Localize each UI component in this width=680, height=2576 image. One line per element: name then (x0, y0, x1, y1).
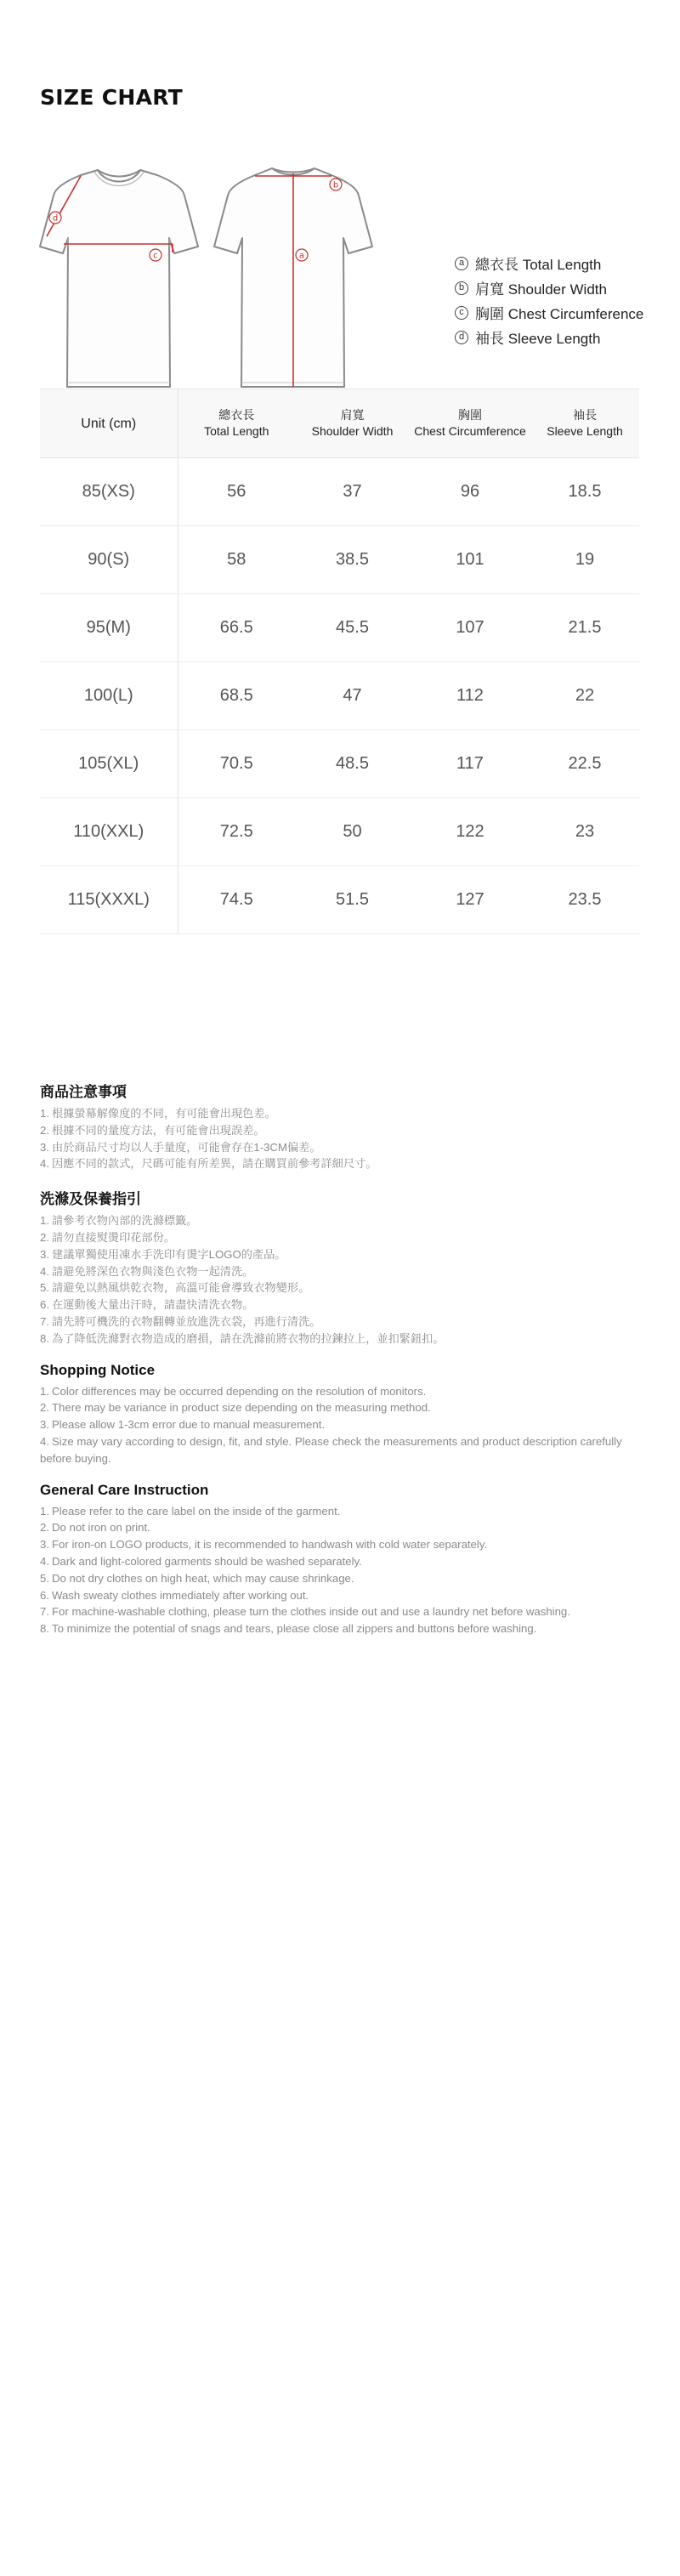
list-item: 5. Do not dry clothes on high heat, which may cause shrinkage. (40, 1571, 354, 1585)
total-length-value: 68.5 (178, 662, 295, 730)
shoulder-width-value: 48.5 (295, 730, 410, 798)
svg-text:d: d (52, 213, 59, 224)
measurement-legend (455, 251, 643, 349)
shoulder-width-value: 51.5 (295, 866, 410, 934)
total-length-value: 74.5 (178, 866, 295, 934)
chest-value: 127 (410, 866, 530, 934)
table-row (40, 866, 639, 934)
svg-text:a: a (298, 251, 305, 261)
sleeve-length-value: 21.5 (530, 594, 639, 662)
list-item: 1. 根據螢幕解像度的不同，有可能會出現色差。 (40, 1107, 276, 1120)
letter-b-icon: b (455, 281, 468, 295)
list-item: 5. 請避免以熱風烘乾衣物，高溫可能會導致衣物變形。 (40, 1281, 310, 1295)
size-label: 95(M) (40, 594, 178, 662)
column-header-shoulder-width: 肩寬 Shoulder Width (295, 389, 410, 458)
sleeve-length-value: 22 (530, 662, 639, 730)
chest-value: 101 (410, 526, 530, 594)
shopping-notice-en (40, 1362, 643, 1467)
list-item: 1. Please refer to the care label on the inside of the garment. (40, 1504, 341, 1518)
product-notice-zh (40, 1080, 643, 1172)
chest-value: 117 (410, 730, 530, 798)
list-item: 8. 為了降低洗滌對衣物造成的磨損，請在洗滌前將衣物的拉鍊拉上，並扣緊鈕扣。 (40, 1331, 445, 1345)
list-item: 3. For iron-on LOGO products, it is recommended to handwash with cold water separately. (40, 1538, 488, 1552)
shoulder-mark-icon (330, 179, 342, 190)
list-item: 2. 請勿直接熨燙印花部份。 (40, 1230, 176, 1244)
size-label: 100(L) (40, 662, 178, 730)
notice-list (40, 1383, 643, 1467)
total-length-value: 58 (178, 526, 295, 594)
legend-label: 總衣長 Total Length (475, 257, 602, 273)
notice-list (40, 1105, 643, 1172)
section-heading: General Care Instruction (40, 1481, 209, 1498)
list-item: 3. 建議單獨使用凍水手洗印有燙字LOGO的產品。 (40, 1247, 286, 1261)
list-item: 4. 請避免將深色衣物與淺色衣物一起清洗。 (40, 1264, 254, 1278)
legend-item-chest-circumference (455, 300, 643, 325)
legend-item-total-length (455, 251, 643, 275)
list-item: 1. Color differences may be occurred depending on the resolution of monitors. (40, 1384, 427, 1398)
sleeve-mark-icon (49, 212, 61, 224)
total-length-value: 70.5 (178, 730, 295, 798)
care-guide-zh (40, 1187, 643, 1347)
notes-container (40, 1080, 643, 1652)
table-row (40, 730, 639, 798)
chest-value: 112 (410, 662, 530, 730)
total-length-value: 56 (178, 458, 295, 526)
chest-value: 122 (410, 798, 530, 866)
sleeve-length-value: 23 (530, 798, 639, 866)
shoulder-width-value: 37 (295, 458, 410, 526)
column-header-total-length: 總衣長 Total Length (178, 389, 295, 458)
legend-item-shoulder-width (455, 275, 643, 300)
table-row (40, 798, 639, 866)
legend-item-sleeve-length (455, 325, 643, 349)
list-item: 1. 請參考衣物內部的洗滌標籤。 (40, 1214, 198, 1228)
list-item: 7. For machine-washable clothing, please turn the clothes inside out and use a laundry net before washing. (40, 1605, 570, 1619)
list-item: 4. Size may vary according to design, fit, and style. Please check the measurements and product description carefully before buying. (40, 1434, 622, 1465)
table-row (40, 526, 639, 594)
legend-label: 胸圍 Chest Circumference (475, 306, 644, 322)
care-list (40, 1212, 643, 1347)
sleeve-length-value: 23.5 (530, 866, 639, 934)
letter-c-icon: c (455, 306, 468, 320)
chest-value: 96 (410, 458, 530, 526)
list-item: 4. 因應不同的款式，尺碼可能有所差異，請在購買前參考詳細尺寸。 (40, 1157, 377, 1171)
shoulder-width-value: 50 (295, 798, 410, 866)
svg-text:c: c (153, 251, 158, 261)
size-label: 90(S) (40, 526, 178, 594)
legend-label: 肩寬 Shoulder Width (475, 281, 607, 298)
list-item: 2. 根據不同的量度方法，有可能會出現誤差。 (40, 1123, 265, 1137)
page-title: SIZE CHART (40, 85, 184, 110)
size-label: 85(XS) (40, 458, 178, 526)
size-label: 105(XL) (40, 730, 178, 798)
size-label: 115(XXXL) (40, 866, 178, 934)
sleeve-length-value: 18.5 (530, 458, 639, 526)
list-item: 7. 請先將可機洗的衣物翻轉並放進洗衣袋，再進行清洗。 (40, 1314, 321, 1328)
letter-a-icon: a (455, 257, 468, 270)
care-list (40, 1503, 643, 1637)
table-row (40, 662, 639, 730)
table-row (40, 458, 639, 526)
back-tshirt-diagram (214, 168, 372, 387)
table-row (40, 594, 639, 662)
shoulder-width-value: 47 (295, 662, 410, 730)
list-item: 2. There may be variance in product size depending on the measuring method. (40, 1401, 431, 1415)
shoulder-width-value: 45.5 (295, 594, 410, 662)
list-item: 8. To minimize the potential of snags and tears, please close all zippers and buttons before washing. (40, 1622, 537, 1636)
section-heading: Shopping Notice (40, 1361, 156, 1378)
list-item: 6. Wash sweaty clothes immediately after working out. (40, 1588, 309, 1602)
table-header-row (40, 389, 639, 458)
total-length-value: 72.5 (178, 798, 295, 866)
svg-text:b: b (332, 180, 339, 190)
legend-label: 袖長 Sleeve Length (475, 331, 601, 347)
size-table (40, 389, 639, 934)
garment-diagrams (38, 162, 421, 400)
total-length-value: 66.5 (178, 594, 295, 662)
column-header-sleeve-length: 袖長 Sleeve Length (530, 389, 639, 458)
chest-mark-icon (150, 249, 162, 261)
list-item: 3. Please allow 1-3cm error due to manual measurement. (40, 1418, 326, 1432)
letter-d-icon: d (455, 331, 468, 344)
list-item: 4. Dark and light-colored garments should be washed separately. (40, 1554, 362, 1568)
length-mark-icon (296, 249, 308, 261)
unit-header: Unit (cm) (40, 389, 178, 458)
general-care-en (40, 1482, 643, 1637)
list-item: 6. 在運動後大量出汗時，請盡快清洗衣物。 (40, 1298, 254, 1312)
section-heading: 洗滌及保養指引 (40, 1191, 141, 1208)
sleeve-length-value: 22.5 (530, 730, 639, 798)
list-item: 2. Do not iron on print. (40, 1521, 150, 1535)
list-item: 3. 由於商品尺寸均以人手量度，可能會存在1-3CM偏差。 (40, 1140, 321, 1154)
shoulder-width-value: 38.5 (295, 526, 410, 594)
front-tshirt-diagram (40, 170, 198, 387)
column-header-chest-circumference: 胸圍 Chest Circumference (410, 389, 530, 458)
size-label: 110(XXL) (40, 798, 178, 866)
sleeve-length-value: 19 (530, 526, 639, 594)
chest-value: 107 (410, 594, 530, 662)
section-heading: 商品注意事項 (40, 1084, 127, 1100)
